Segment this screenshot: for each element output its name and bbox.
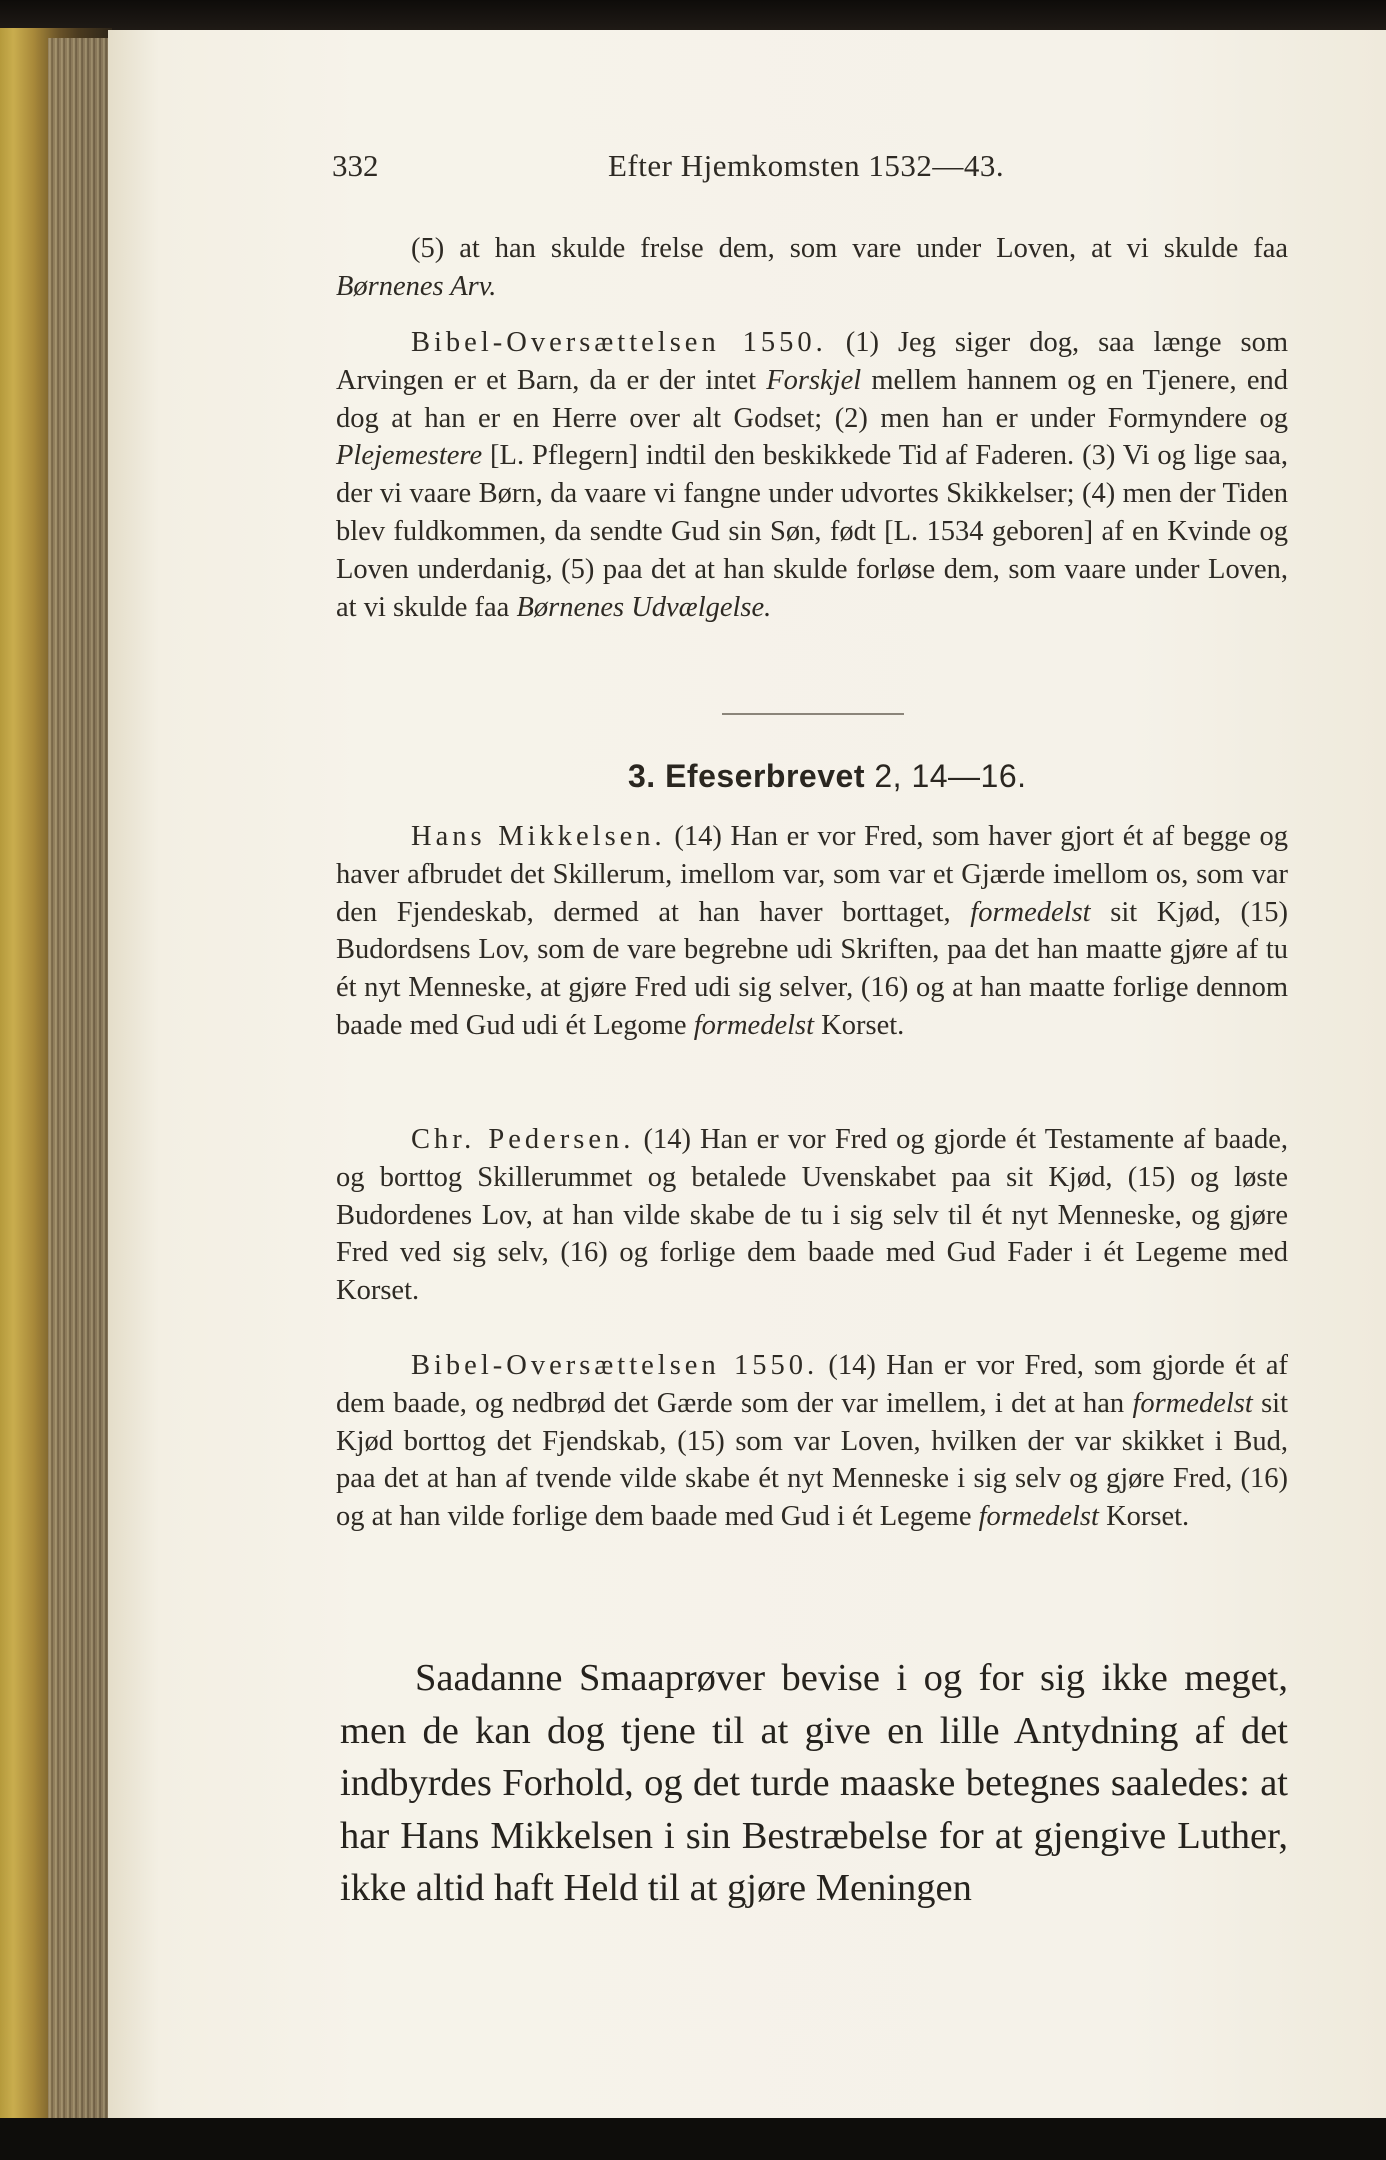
verse-text: sit Kjød borttog det Fjendskab, (15) som var Loven, hvilken der var skikket i Bud, paa det at han af tvende vilde skabe ét nyt Menneske i sig selv og gjøre Fred, (16) og at han vilde forlige dem baade med Gud i ét Legeme [336, 1387, 1289, 1533]
translator-name: Chr. Pedersen. [411, 1124, 635, 1155]
italic-term: formedelst [1132, 1387, 1253, 1419]
verse-text: (14) Han er vor Fred, som haver gjort ét af begge og haver afbrudet det Skillerum, imellom var, som var et Gjærde imellom os, som var den Fjendeskab, dermed at han haver borttaget, [336, 821, 1289, 928]
italic-term: Plejemestere [336, 440, 483, 472]
section-reference: 2, 14—16. [874, 758, 1027, 794]
closing-text: Saadanne Smaaprøver bevise i og for sig ikke meget, men de kan dog tjene til at give en lille Antydning af det indbyrdes Forhold, og det turde maaske betegnes saaledes: at har Hans Mikkelsen i sin Bestræbelse for at gjengive Luther, ikke altid haft Held til at gjøre Meningen [340, 1657, 1288, 1909]
verse-text: Korset. [1098, 1501, 1190, 1533]
hans-mikkelsen-paragraph [336, 818, 1288, 1045]
italic-term: Forskjel [766, 364, 862, 396]
chr-pedersen-paragraph [336, 1121, 1288, 1310]
page-number: 332 [332, 148, 379, 183]
closing-paragraph [340, 1652, 1288, 1915]
bibel-1550-paragraph-2 [336, 1347, 1288, 1536]
italic-term: Børnenes Udvælgelse. [516, 591, 772, 623]
section-heading [628, 758, 1027, 795]
verse-text: (1) Jeg siger dog, saa længe som Arvingen er et Barn, da er der intet [336, 327, 1288, 396]
continuation-text: (5) at han skulde frelse dem, som vare under Loven, at vi skulde faa [411, 233, 1288, 264]
scan-top-border [0, 0, 1386, 32]
verse-text: sit Kjød, (15) Budordsens Lov, som de vare begrebne udi Skriften, paa det han maatte gjøre af tu ét nyt Menneske, at gjøre Fred udi sig selver, (16) og at han maatte forlige dennom baade med Gud udi ét Legome [336, 896, 1288, 1041]
verse-text: mellem hannem og en Tjenere, end dog at han er en Herre over alt Godset; (2) men han er under Formyndere og [336, 364, 1288, 434]
section-number: 3. [628, 758, 656, 794]
verse-text: [L. Pflegern] indtil den beskikkede Tid af Faderen. (3) Vi og lige saa, der vi vaare Børn, da vaare vi fangne under udvortes Skikkelser; (4) men der Tiden blev fuldkommen, da sendte Gud sin Søn, født [L. 1534 geboren] af en Kvinde og Loven underdanig, (5) paa det at han skulde forløse dem, som vaare under Loven, at vi skulde faa [336, 440, 1288, 623]
verse-text: (14) Han er vor Fred, som gjorde ét af dem baade, og nedbrød det Gærde som der var imellem, i det at han [336, 1350, 1288, 1419]
scan-bottom-border [0, 2118, 1386, 2160]
italic-term: formedelst [978, 1501, 1099, 1533]
bibel-1550-paragraph-1 [336, 324, 1288, 626]
section-title: Efeserbrevet [665, 758, 865, 794]
continuation-italic: Børnenes Arv. [336, 270, 497, 302]
translator-name: Bibel-Oversættelsen 1550. [411, 327, 827, 358]
section-divider [722, 713, 904, 715]
translator-name: Hans Mikkelsen. [411, 821, 666, 852]
verse-text: (14) Han er vor Fred og gjorde ét Testamente af baade, og borttog Skillerummet og betalede Uvenskabet paa sit Kjød, (15) og løste Budordenes Lov, at han vilde skabe de tu i sig selv til ét nyt Menneske, og gjøre Fred ved sig selv, (16) og forlige dem baade med Gud Fader i ét Legeme med Korset. [336, 1124, 1288, 1307]
translator-name: Bibel-Oversættelsen 1550. [411, 1350, 819, 1381]
verse-text: Korset. [814, 1009, 905, 1041]
continuation-paragraph [336, 230, 1288, 306]
italic-term: formedelst [693, 1009, 815, 1041]
page-stack-edge [48, 38, 112, 2118]
running-head: Efter Hjemkomsten 1532—43. [608, 148, 1005, 183]
italic-term: formedelst [970, 896, 1091, 928]
